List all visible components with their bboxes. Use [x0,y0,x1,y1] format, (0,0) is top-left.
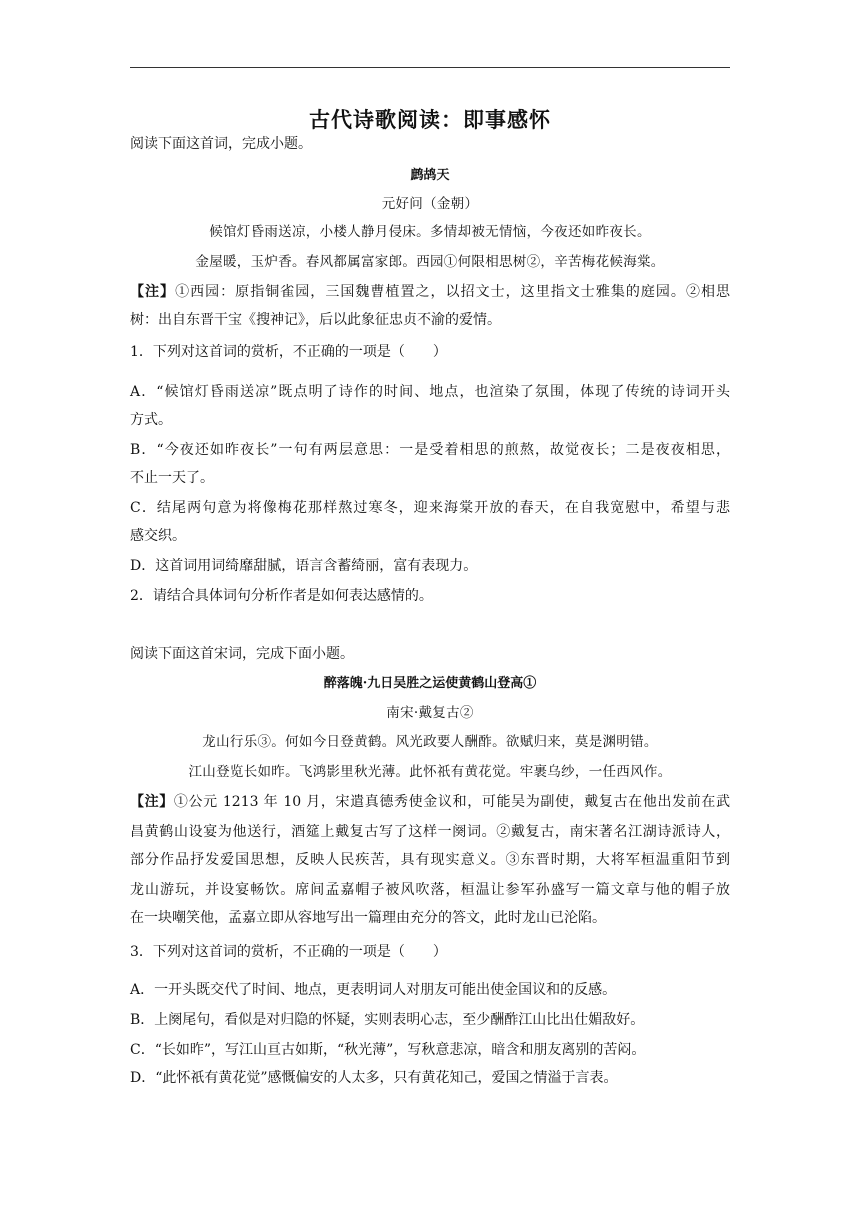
q1-option-d: D．这首词用词绮靡甜腻，语言含蓄绮丽，富有表现力。 [130,558,478,574]
question-2: 2．请结合具体词句分析作者是如何表达感情的。 [130,588,433,604]
section2-note-line-4: 龙山游玩，并设宴畅饮。席间孟嘉帽子被风吹落，桓温让参军孙盛写一篇文章与他的帽子放 [130,882,730,898]
q1-option-c-line-2: 感交织。 [130,528,186,544]
question-3: 3．下列对这首词的赏析，不正确的一项是（ ） [130,944,447,960]
q1-option-c-line-1: C．结尾两句意为将像梅花那样熬过寒冬，迎来海棠开放的春天，在自我宽慰中，希望与悲 [130,500,730,516]
q1-option-a-line-1: A．“候馆灯昏雨送凉”既点明了诗作的时间、地点，也渲染了氛围，体现了传统的诗词开头 [130,384,730,400]
note-text: ①西园：原指铜雀园，三国魏曹植置之，以招文士，这里指文士雅集的庭园。②相思 [175,284,730,300]
q1-option-a-line-2: 方式。 [130,412,172,428]
section2-note-line-2: 昌黄鹤山设宴为他送行，酒筵上戴复古写了这样一阕词。②戴复古，南宋著名江湖诗派诗人， [130,824,730,840]
q3-option-c: C．“长如昨”，写江山亘古如斯，“秋光薄”，写秋意悲凉，暗含和朋友离别的苦闷。 [130,1042,646,1058]
section1-poem-title: 鹧鸪天 [410,168,450,183]
section1-poem-author: 元好问（金朝） [381,196,479,212]
q3-option-a: A．一开头既交代了时间、地点，更表明词人对朋友可能出使金国议和的反感。 [130,982,617,998]
q3-option-d: D．“此怀祇有黄花觉”感慨偏安的人太多，只有黄花知己，爱国之情溢于言表。 [130,1070,618,1086]
note-text: ①公元 1213 年 10 月，宋遣真德秀使金议和，可能吴为副使，戴复古在他出发前在武 [173,794,730,810]
section2-note-line-5: 在一块嘲笑他，孟嘉立即从容地写出一篇理由充分的答文，此时龙山已沦陷。 [130,910,606,926]
section1-poem-line-2: 金屋暖，玉炉香。春风都属富家郎。西园①何限相思树②，辛苦梅花候海棠。 [195,254,665,270]
question-1: 1．下列对这首词的赏析，不正确的一项是（ ） [130,344,447,360]
section2-note-line-3: 部分作品抒发爱国思想，反映人民疾苦，具有现实意义。③东晋时期，大将军桓温重阳节到 [130,852,730,868]
q3-option-b: B．上阕尾句，看似是对归隐的怀疑，实则表明心志，至少酬酢江山比出仕媚敌好。 [130,1012,645,1028]
section2-poem-line-2: 江山登览长如昨。飞鸿影里秋光薄。此怀祇有黄花觉。牢裹乌纱，一任西风作。 [188,764,672,780]
q1-option-b-line-2: 不止一天了。 [130,470,214,486]
section2-poem-author: 南宋·戴复古② [386,705,474,721]
note-label: 【注】 [130,284,176,300]
header-rule [130,67,730,68]
section2-poem-line-1: 龙山行乐③。何如今日登黄鹤。风光政要人酬酢。欲赋归来，莫是渊明错。 [202,734,658,750]
note-label: 【注】 [130,794,174,810]
section2-poem-title: 醉落魄·九日吴胜之运使黄鹤山登高① [323,676,537,691]
section2-note-line-1 [130,792,730,812]
section1-note-line-1 [130,282,730,302]
page-title: 古代诗歌阅读：即事感怀 [309,108,551,132]
section2-intro: 阅读下面这首宋词，完成下面小题。 [130,646,354,662]
section1-note-line-2: 树：出自东晋干宝《搜神记》，后以此象征忠贞不渝的爱情。 [130,312,501,328]
q1-option-b-line-1: B．“今夜还如昨夜长”一句有两层意思：一是受着相思的煎熬，故觉夜长；二是夜夜相思， [130,442,730,458]
section1-intro: 阅读下面这首词，完成小题。 [130,136,312,152]
section1-poem-line-1: 候馆灯昏雨送凉，小楼人静月侵床。多情却被无情恼，今夜还如昨夜长。 [209,224,651,240]
